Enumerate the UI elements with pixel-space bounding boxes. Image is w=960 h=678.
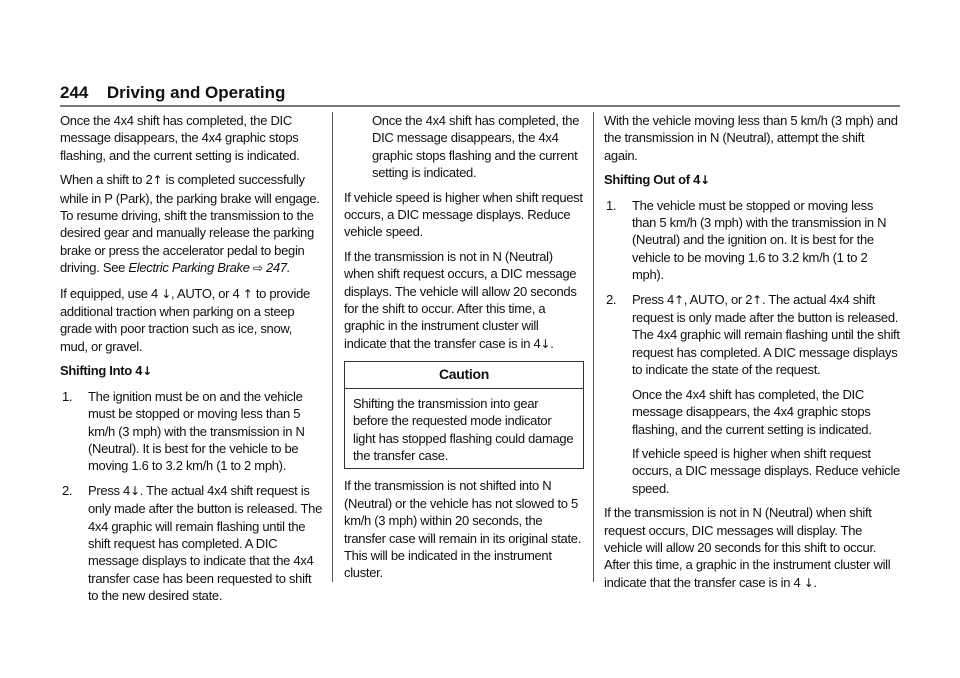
page-number: 244 bbox=[60, 83, 89, 102]
column-divider-1 bbox=[332, 112, 333, 582]
caution-box bbox=[344, 361, 584, 469]
arrow-down-icon: ↓ bbox=[700, 173, 710, 188]
paragraph: If vehicle speed is higher when shift request occurs, a DIC message displays. Reduce vehicle speed. bbox=[632, 445, 900, 496]
paragraph: Once the 4x4 shift has completed, the DIC message disappears, the 4x4 graphic stops flashing and the current setting is indicated. bbox=[372, 113, 580, 181]
arrow-up-icon: ↑ bbox=[152, 173, 163, 188]
subheading: Shifting Out of 4↓ bbox=[604, 172, 710, 188]
paragraph: If vehicle speed is higher when shift request occurs, a DIC message displays. Reduce vehicle speed. bbox=[344, 189, 583, 240]
paragraph: Once the 4x4 shift has completed, the DIC message disappears, the 4x4 graphic stops flashing, and the current setting is indicated. bbox=[632, 386, 872, 437]
list-item: 1. The vehicle must be stopped or moving less than 5 km/h (3 mph) with the transmission in N (Neutral) and the ignition on. It is best for the vehicle to be moving 1.6 to 3.2 km/h (1 to 2 mph). bbox=[606, 197, 887, 283]
cross-reference-page[interactable]: 247. bbox=[262, 260, 291, 276]
paragraph: If the transmission is not in N (Neutral) when shift request occurs, a DIC message displays. The vehicle will allow 20 seconds for the shift to occur. After this time, a graphic in the instrument cluster will indicate that the transfer case is in 4↓. bbox=[344, 248, 577, 351]
header-rule bbox=[60, 105, 900, 107]
list-item: 2. Press 4↓. The actual 4x4 shift request is only made after the button is released. The 4x4 graphic will remain flashing until the shift request has completed. A DIC message displays to indicate that the 4x4 transfer case has been requested to shift to the new desired state. bbox=[62, 482, 323, 604]
arrow-up-icon: ↑ bbox=[673, 292, 684, 307]
arrow-down-icon: ↓ bbox=[803, 575, 814, 590]
section-title: Driving and Operating bbox=[106, 83, 286, 102]
paragraph: With the vehicle moving less than 5 km/h (3 mph) and the transmission in N (Neutral), attempt the shift again. bbox=[604, 113, 898, 163]
paragraph: If equipped, use 4 ↓, AUTO, or 4 ↑ to provide additional traction when parking on a steep grade with poor traction such as ice, snow, mud, or gravel. bbox=[60, 285, 310, 354]
arrow-up-icon: ↑ bbox=[242, 286, 253, 301]
steps-list bbox=[60, 388, 323, 605]
caution-title: Caution bbox=[345, 362, 583, 388]
paragraph: If the transmission is not in N (Neutral) when shift request occurs, DIC messages will display. The vehicle will allow 20 seconds for this shift to occur. After this time, a graphic in the instrument cluster will indicate that the transfer case is in 4 ↓. bbox=[604, 505, 891, 590]
arrow-down-icon: ↓ bbox=[540, 336, 551, 351]
column-3 bbox=[604, 112, 900, 599]
column-2 bbox=[344, 112, 584, 589]
list-item: 1. The ignition must be on and the vehicle must be stopped or moving less than 5 km/h (3 mph) with the transmission in N (Neutral). It is best for the vehicle to be moving 1.6 to 3.2 km/h (1 to 2 mph). bbox=[62, 388, 305, 474]
page-header bbox=[60, 83, 285, 105]
paragraph: Once the 4x4 shift has completed, the DIC message disappears, the 4x4 graphic stops flashing, and the current setting is indicated. bbox=[60, 113, 300, 163]
caution-body: Shifting the transmission into gear before the requested mode indicator light has stopped flashing could damage the transfer case. bbox=[353, 395, 574, 463]
steps-list bbox=[604, 197, 900, 498]
arrow-down-icon: ↓ bbox=[161, 286, 172, 301]
arrow-up-icon: ↑ bbox=[752, 292, 762, 307]
arrow-down-icon: ↓ bbox=[129, 483, 140, 498]
paragraph: When a shift to 2↑ is completed successfully while in P (Park), the parking brake will engage. To resume driving, shift the transmission to the desired gear and manually release the parking brake or press the accelerator pedal to begin driving. See Electric Parking Brake ⇨ 247. bbox=[60, 172, 320, 276]
cross-reference-icon: ⇨ bbox=[252, 261, 263, 276]
arrow-down-icon: ↓ bbox=[142, 364, 152, 379]
subheading: Shifting Into 4↓ bbox=[60, 363, 152, 379]
column-1 bbox=[60, 112, 323, 612]
list-item: 2. Press 4↑, AUTO, or 2↑. The actual 4x4 shift request is only made after the button is released. The 4x4 graphic will remain flashing until the shift request has completed. A DIC message displays to indicate the state of the request. Once the 4x4 shift has completed, the DIC message disappears, the 4x4 graphic stops flashing, and the current setting is indicated. If vehicle speed is higher when shift request occurs, a DIC message displays. Reduce vehicle speed. bbox=[606, 291, 900, 496]
column-divider-2 bbox=[593, 112, 594, 582]
paragraph: If the transmission is not shifted into N (Neutral) or the vehicle has not slowed to 5 km/h (3 mph) within 20 seconds, the transfer case will remain in its original state. This will be indicated in the instrument cluster. bbox=[344, 478, 582, 581]
cross-reference-link[interactable]: Electric Parking Brake bbox=[128, 260, 250, 276]
